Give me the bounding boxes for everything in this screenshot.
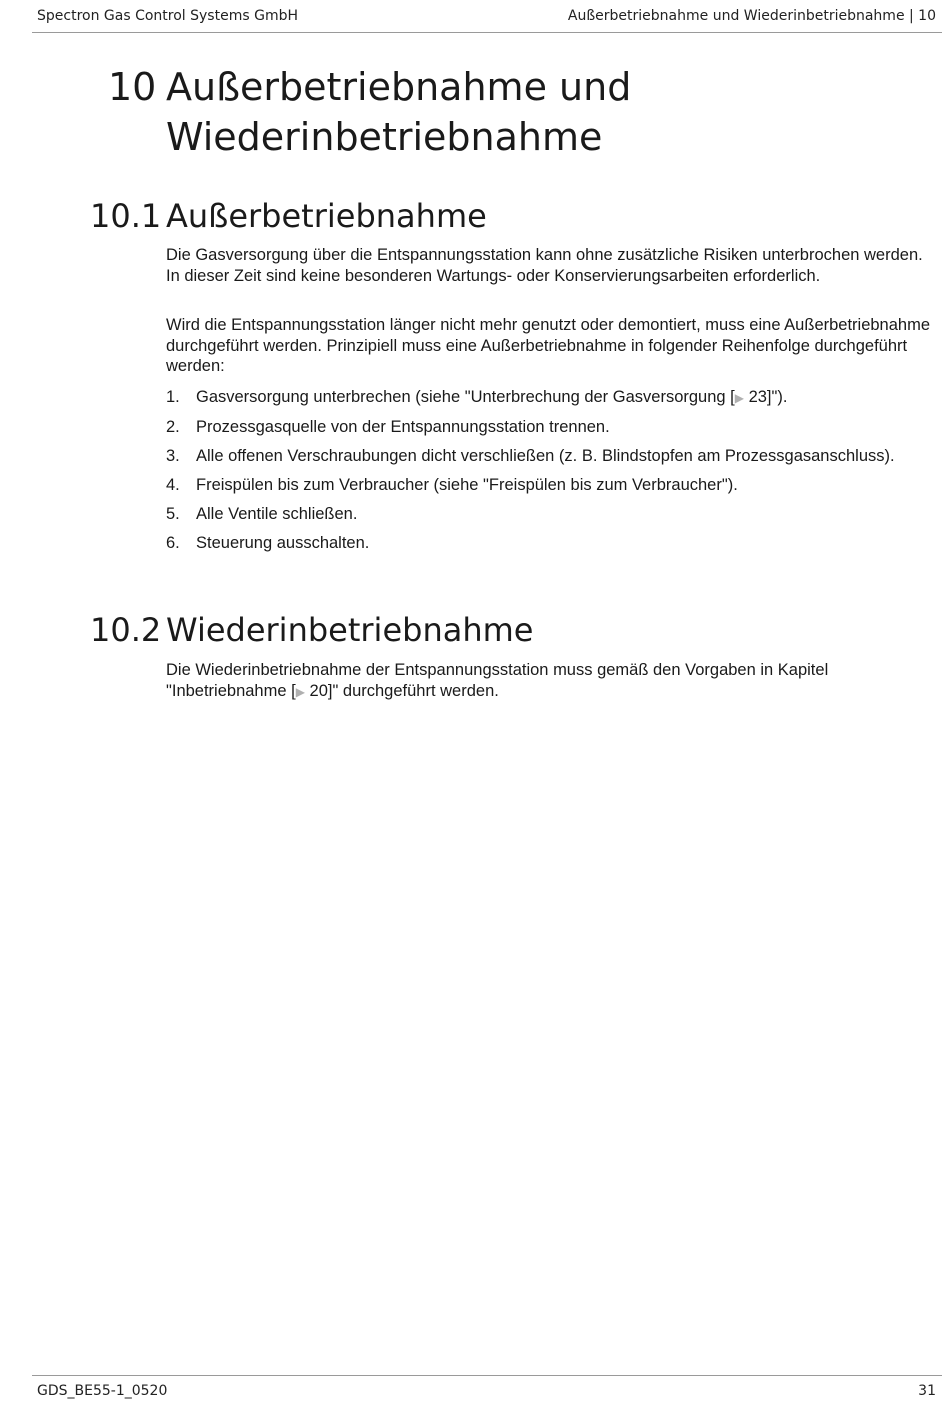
footer-doc-id: GDS_BE55-1_0520: [37, 1383, 168, 1399]
step-text: Alle Ventile schließen.: [196, 505, 358, 523]
list-item: [166, 417, 931, 438]
step-text-end: 23]").: [743, 388, 788, 406]
step-text: Gasversorgung unterbrechen (siehe "Unterbrechung der Gasversorgung [: [196, 388, 735, 406]
paragraph: Die Gasversorgung über die Entspannungsstation kann ohne zusätzliche Risiken unterbrochen werden. In dieser Zeit sind keine besonderen Wartungs- oder Konservierungsarbeiten erforderlich.: [166, 246, 923, 285]
reference-arrow-icon[interactable]: ▶: [734, 391, 744, 405]
step-text: Prozessgasquelle von der Entspannungsstation trennen.: [196, 418, 610, 436]
list-item: [166, 475, 931, 496]
page-number: 31: [918, 1383, 936, 1399]
step-text: Freispülen bis zum Verbraucher (siehe "Freispülen bis zum Verbraucher").: [196, 476, 738, 494]
page-header: [32, 6, 942, 33]
section-title: Wiederinbetriebnahme: [166, 611, 534, 649]
chapter-title: Außerbetriebnahme und Wiederinbetriebnahme: [166, 65, 632, 159]
section-number: 10.2: [90, 611, 162, 649]
chapter-number: 10: [108, 65, 157, 109]
section-title: Außerbetriebnahme: [166, 197, 487, 235]
list-item: [166, 387, 931, 409]
paragraph-text: Die Wiederinbetriebnahme der Entspannungsstation muss gemäß den Vorgaben in Kapitel "Inbetriebnahme [: [166, 661, 829, 700]
reference-arrow-icon[interactable]: ▶: [295, 684, 305, 699]
section-number: 10.1: [90, 197, 162, 235]
step-number: 6.: [166, 534, 180, 552]
list-item: [166, 504, 931, 525]
step-number: 4.: [166, 476, 180, 494]
step-number: 5.: [166, 505, 180, 523]
list-item: [166, 533, 931, 554]
step-number: 1.: [166, 388, 180, 406]
paragraph: [166, 660, 931, 702]
list-item: [166, 446, 931, 467]
page-footer: [32, 1375, 942, 1400]
step-number: 2.: [166, 418, 180, 436]
step-number: 3.: [166, 447, 180, 465]
header-company: Spectron Gas Control Systems GmbH: [37, 8, 298, 24]
paragraph-text-end: 20]" durchgeführt werden.: [304, 681, 499, 700]
step-text: Alle offenen Verschraubungen dicht verschließen (z. B. Blindstopfen am Prozessgasanschluss).: [196, 447, 895, 465]
steps-list: [166, 387, 931, 562]
paragraph: Wird die Entspannungsstation länger nicht mehr genutzt oder demontiert, muss eine Außerbetriebnahme durchgeführt werden. Prinzipiell muss eine Außerbetriebnahme in folgender Reihenfolge durchgeführt werden:: [166, 316, 931, 375]
step-text: Steuerung ausschalten.: [196, 534, 370, 552]
header-chapter: Außerbetriebnahme und Wiederinbetriebnahme | 10: [567, 8, 936, 24]
